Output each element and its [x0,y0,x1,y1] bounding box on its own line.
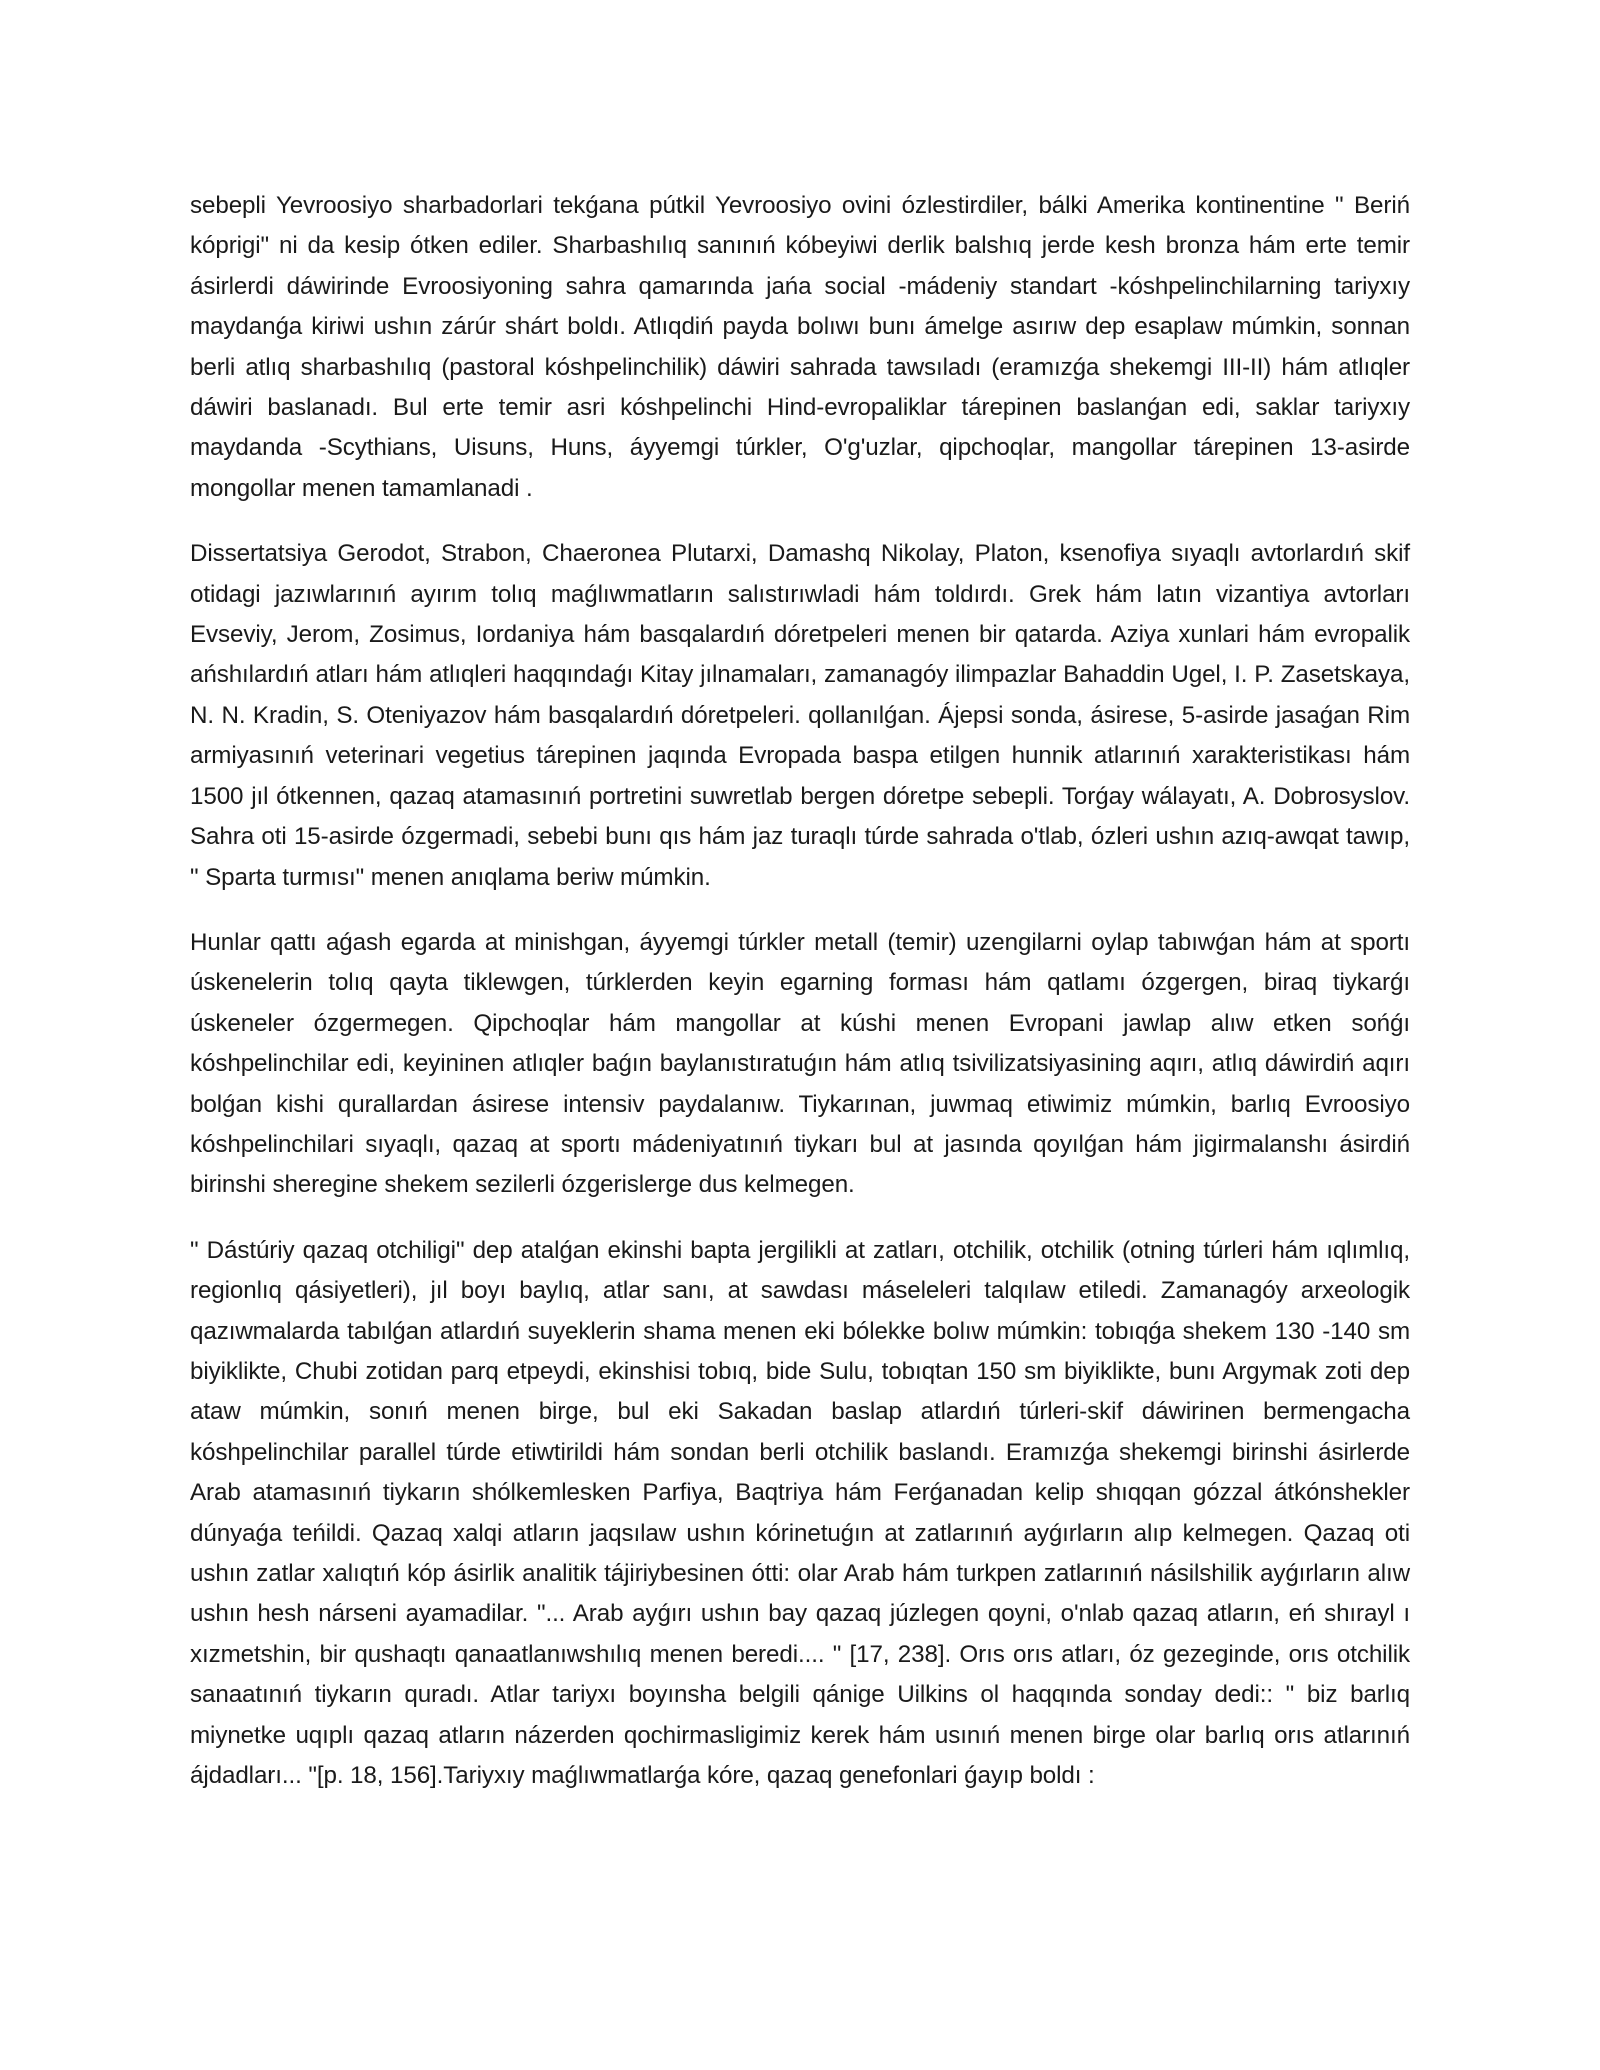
document-body [190,186,1410,1821]
paragraph-4: " Dástúriy qazaq otchiligi" dep atalǵan ekinshi bapta jergilikli at zatları, otchilik, otchilik (otning túrleri hám ıqlımlıq, regionlıq qásiyetleri), jıl boyı baylıq, atlar sanı, at sawdası máseleleri talqılaw etiledi. Zamanagóy arxeologik qazıwmalarda tabılǵan atlardıń suyeklerin shama menen eki bólekke bolıw múmkin: tobıqǵa shekem 130 -140 sm biyiklikte, Chubi zotidan parq etpeydi, ekinshisi tobıq, bide Sulu, tobıqtan 150 sm biyiklikte, bunı Argymak zoti dep ataw múmkin, sonıń menen birge, bul eki Sakadan baslap atlardıń túrleri-skif dáwirinen bermengacha kóshpelinchilar parallel túrde etiwtirildi hám sondan berli otchilik baslandı. Eramızǵa shekemgi birinshi ásirlerde Arab atamasınıń tiykarın shólkemlesken Parfiya, Baqtriya hám Ferǵanadan kelip shıqqan gózzal átkónshekler dúnyaǵa teńildi. Qazaq xalqi atların jaqsılaw ushın kórinetuǵın at zatlarınıń ayǵırların alıp kelmegen. Qazaq oti ushın zatlar xalıqtıń kóp ásirlik analitik tájiriybesinen ótti: olar Arab hám turkpen zatlarınıń násilshilik ayǵırların alıw ushın hesh nárseni ayamadilar. "... Arab ayǵırı ushın bay qazaq júzlegen qoyni, o'nlab qazaq atların, eń shırayl ı xızmetshin, bir qushaqtı qanaatlanıwshılıq menen beredi.... " [17, 238]. Orıs orıs atları, óz gezeginde, orıs otchilik sanaatınıń tiykarın quradı. Atlar tariyxı boyınsha belgili qánige Uilkins ol haqqında sonday dedi:: " biz barlıq miynetke uqıplı qazaq atların názerden qochirmasligimiz kerek hám usınıń menen birge olar barlıq orıs atlarınıń ájdadları... "[p. 18, 156].Tariyxıy maǵlıwmatlarǵa kóre, qazaq genefonlari ǵayıp boldı : [190,1236,1410,1790]
paragraph-2: Dissertatsiya Gerodot, Strabon, Chaeronea Plutarxi, Damashq Nikolay, Platon, ksenofiya sıyaqlı avtorlardıń skif otidagi jazıwlarınıń ayırım tolıq maǵlıwmatların salıstırıwladi hám toldırdı. Grek hám latın vizantiya avtorları Evseviy, Jerom, Zosimus, Iordaniya hám basqalardıń dóretpeleri menen bir qatarda. Aziya xunlari hám evropalik ańshılardıń atları hám atlıqleri haqqındaǵı Kitay jılnamaları, zamanagóy ilimpazlar Bahaddin Ugel, I. P. Zasetskaya, N. N. Kradin, S. Oteniyazov hám basqalardıń dóretpeleri. qollanılǵan. Ájepsi sonda, ásirese, 5-asirde jasaǵan Rim armiyasınıń veterinari vegetius tárepinen jaqında Evropada baspa etilgen hunnik atlarınıń xarakteristikası hám 1500 jıl ótkennen, qazaq atamasınıń portretini suwretlab bergen dóretpe sebepli. Torǵay wálayatı, A. Dobrosyslov. Sahra oti 15-asirde ózgermadi, sebebi bunı qıs hám jaz turaqlı túrde sahrada o'tlab, ózleri ushın azıq-awqat tawıp, " Sparta turmısı" menen anıqlama beriw múmkin. [190,540,1410,891]
paragraph-3: Hunlar qattı aǵash egarda at minishgan, áyyemgi túrkler metall (temir) uzengilarni oylap tabıwǵan hám at sportı úskenelerin tolıq qayta tiklewgen, túrklerden keyin egarning forması hám qatlamı ózgergen, biraq tiykarǵı úskeneler ózgermegen. Qipchoqlar hám mangollar at kúshi menen Evropani jawlap alıw etken sońǵı kóshpelinchilar edi, keyininen atlıqler baǵın baylanıstıratuǵın hám atlıq tsivilizatsiyasining aqırı, atlıq dáwirdiń aqırı bolǵan kishi qurallardan ásirese intensiv paydalanıw. Tiykarınan, juwmaq etiwimiz múmkin, barlıq Evroosiyo kóshpelinchilari sıyaqlı, qazaq at sportı mádeniyatınıń tiykarı bul at jasında qoyılǵan hám jigirmalanshı ásirdiń birinshi sheregine shekem sezilerli ózgerislerge dus kelmegen. [190,928,1410,1199]
paragraph-1: sebepli Yevroosiyo sharbadorlari tekǵana pútkil Yevroosiyo ovini ózlestirdiler, bálki Amerika kontinentine " Beriń kóprigi" ni da kesip ótken ediler. Sharbashılıq sanınıń kóbeyiwi derlik balshıq jerde kesh bronza hám erte temir ásirlerdi dáwirinde Evroosiyoning sahra qamarında jańa social -mádeniy standart -kóshpelinchilarning tariyxıy maydanǵa kiriwi ushın zárúr shárt boldı. Atlıqdiń payda bolıwı bunı ámelge asırıw dep esaplaw múmkin, sonnan berli atlıq sharbashılıq (pastoral kóshpelinchilik) dáwiri sahrada tawsıladı (eramızǵa shekemgi III-II) hám atlıqler dáwiri baslanadı. Bul erte temir asri kóshpelinchi Hind-evropaliklar tárepinen baslanǵan edi, saklar tariyxıy maydanda -Scythians, Uisuns, Huns, áyyemgi túrkler, O'g'uzlar, qipchoqlar, mangollar tárepinen 13-asirde mongollar menen tamamlanadi . [190,192,1410,502]
